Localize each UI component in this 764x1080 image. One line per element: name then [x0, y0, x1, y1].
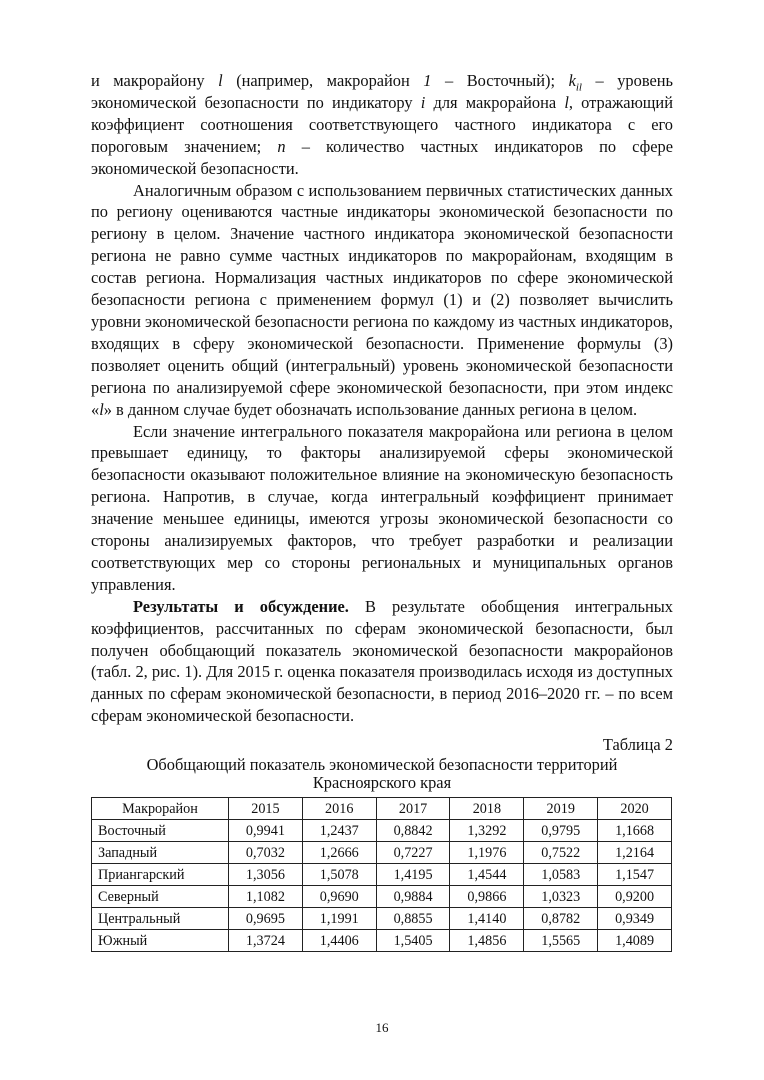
- table-cell: 1,1547: [598, 864, 672, 886]
- row-label: Северный: [92, 886, 229, 908]
- column-header: 2020: [598, 798, 672, 820]
- column-header: Макрорайон: [92, 798, 229, 820]
- data-table: [91, 797, 672, 952]
- table-cell: 1,0583: [524, 864, 598, 886]
- row-label: Западный: [92, 842, 229, 864]
- table-cell: 0,7522: [524, 842, 598, 864]
- table-row: [92, 864, 672, 886]
- table-cell: 0,8782: [524, 908, 598, 930]
- table-cell: 1,4856: [450, 930, 524, 952]
- table-title-line: Обобщающий показатель экономической безопасности территорий: [146, 755, 618, 774]
- column-header: 2019: [524, 798, 598, 820]
- table-title-line: Красноярского края: [312, 773, 452, 792]
- table-cell: 1,3056: [229, 864, 303, 886]
- table-cell: 1,0323: [524, 886, 598, 908]
- paragraph-2: [91, 180, 673, 421]
- symbol-one: 1: [423, 71, 432, 90]
- table-cell: 1,1976: [450, 842, 524, 864]
- table-cell: 1,3724: [229, 930, 303, 952]
- table-cell: 1,1668: [598, 820, 672, 842]
- column-header: 2015: [229, 798, 303, 820]
- paragraph-3: Если значение интегрального показателя макрорайона или региона в целом превышает единицу, то факторы анализируемой сферы экономической безопасности оказывают положительное влияние на экономическую безопасность региона. Напротив, в случае, когда интегральный коэффициент принимает значение меньшее единицы, имеются угрозы экономической безопасности со стороны анализируемых факторов, что требует разработки и реализации соответствующих мер со стороны региональных и муниципальных органов управления.: [91, 421, 673, 594]
- table-cell: 0,9695: [229, 908, 303, 930]
- paragraph-1: [91, 70, 673, 180]
- table-label: Таблица 2: [602, 735, 673, 754]
- table-cell: 1,3292: [450, 820, 524, 842]
- text-run: В результате обобщения интегральных коэффициентов, рассчитанных по сферам экономической безопасности, был получен обобщающий показатель экономической безопасности макрорайонов (табл. 2, рис. 1). Для 2015 г. оценка показателя производилась исходя из доступных данных по сферам экономической безопасности, в период 2016–2020 гг. – по всем сферам экономической безопасности.: [91, 596, 673, 726]
- table-cell: 0,8842: [376, 820, 450, 842]
- table-cell: 0,9866: [450, 886, 524, 908]
- table-cell: 1,4195: [376, 864, 450, 886]
- text-run: , отражающий коэффициент соотношения соответствующего частного индикатора с его пороговым значением;: [91, 92, 673, 156]
- table-row: [92, 842, 672, 864]
- symbol-l: l: [564, 92, 569, 112]
- text-run: (например, макрорайон: [222, 71, 424, 90]
- table-cell: 0,8855: [376, 908, 450, 930]
- table-cell: 1,4406: [302, 930, 376, 952]
- table-cell: 1,5565: [524, 930, 598, 952]
- table-cell: 0,9941: [229, 820, 303, 842]
- symbol-l: l: [218, 71, 223, 90]
- table-cell: 0,7227: [376, 842, 450, 864]
- table-cell: 0,7032: [229, 842, 303, 864]
- table-cell: 1,2666: [302, 842, 376, 864]
- table-header-row: [92, 798, 672, 820]
- symbol-i: i: [420, 92, 426, 112]
- symbol-l: l: [99, 399, 104, 419]
- section-heading-inline: Результаты и обсуждение.: [133, 596, 349, 616]
- row-label: Центральный: [92, 908, 229, 930]
- table-cell: 1,4544: [450, 864, 524, 886]
- table-row: [92, 908, 672, 930]
- table-title: [91, 756, 673, 792]
- text-run: – Восточный);: [431, 71, 569, 90]
- text-run: – количество частных индикаторов по сфере экономической безопасности.: [91, 136, 673, 178]
- table-cell: 1,5405: [376, 930, 450, 952]
- text-run: и макрорайону: [91, 71, 219, 90]
- symbol-k: k: [568, 71, 576, 90]
- table-cell: 1,4140: [450, 908, 524, 930]
- text-run: Аналогичным образом с использованием первичных статистических данных по региону оцениваются частные индикаторы экономической безопасности по региону в целом. Значение частного индикатора экономической безопасности региона не равно сумме частных индикаторов по макрорайонам, входящим в состав региона. Нормализация частных индикаторов по сфере экономической безопасности региона с применением формул (1) и (2) позволяет вычислить уровни экономической безопасности региона по каждому из частных индикаторов, входящих в сферу экономической безопасности. Применение формулы (3) позволяет оценить общий (интегральный) уровень экономической безопасности региона по анализируемой сфере экономической безопасности, при этом индекс «: [91, 180, 673, 419]
- text-run: » в данном случае будет обозначать использование данных региона в целом.: [103, 399, 638, 419]
- table-cell: 0,9795: [524, 820, 598, 842]
- table-row: [92, 820, 672, 842]
- column-header: 2017: [376, 798, 450, 820]
- page-number: 16: [375, 1020, 389, 1035]
- table-row: [92, 886, 672, 908]
- table-cell: 1,5078: [302, 864, 376, 886]
- table-cell: 0,9690: [302, 886, 376, 908]
- body-text: [91, 70, 673, 727]
- symbol-k-subscript: il: [575, 81, 582, 94]
- symbol-n: n: [277, 136, 286, 156]
- row-label: Южный: [92, 930, 229, 952]
- table-cell: 0,9200: [598, 886, 672, 908]
- row-label: Восточный: [92, 820, 229, 842]
- text-run: – уровень экономической безопасности по индикатору: [91, 71, 673, 112]
- table-cell: 1,4089: [598, 930, 672, 952]
- table-cell: 1,1991: [302, 908, 376, 930]
- text-run: для макрорайона: [425, 92, 565, 112]
- paragraph-4: [91, 596, 673, 727]
- table-cell: 1,1082: [229, 886, 303, 908]
- table-cell: 1,2164: [598, 842, 672, 864]
- table-row: [92, 930, 672, 952]
- column-header: 2016: [302, 798, 376, 820]
- table-cell: 0,9884: [376, 886, 450, 908]
- row-label: Приангарский: [92, 864, 229, 886]
- table-cell: 0,9349: [598, 908, 672, 930]
- column-header: 2018: [450, 798, 524, 820]
- table-cell: 1,2437: [302, 820, 376, 842]
